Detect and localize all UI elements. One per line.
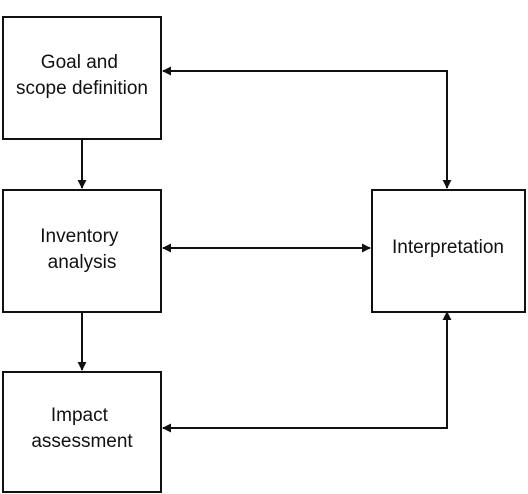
arrow-impact-interpretation — [163, 312, 447, 428]
goal-scope-label-line1: Goal and — [40, 52, 118, 73]
node-inventory — [3, 190, 161, 312]
impact-label-line1: Impact — [50, 405, 108, 426]
interpretation-label: Interpretation — [392, 237, 504, 258]
svg-text:Interpretation — [392, 237, 504, 258]
goal-scope-label-line2: scope definition — [15, 78, 149, 99]
inventory-label-line1: Inventory — [40, 226, 119, 247]
inventory-label-line2: analysis — [47, 252, 117, 273]
inventory-box — [3, 190, 161, 312]
impact-label-line2: assessment — [31, 431, 133, 452]
arrow-goal-interpretation — [163, 71, 447, 188]
node-interpretation — [372, 190, 525, 312]
node-goal-scope — [3, 17, 161, 139]
node-impact — [3, 372, 161, 492]
